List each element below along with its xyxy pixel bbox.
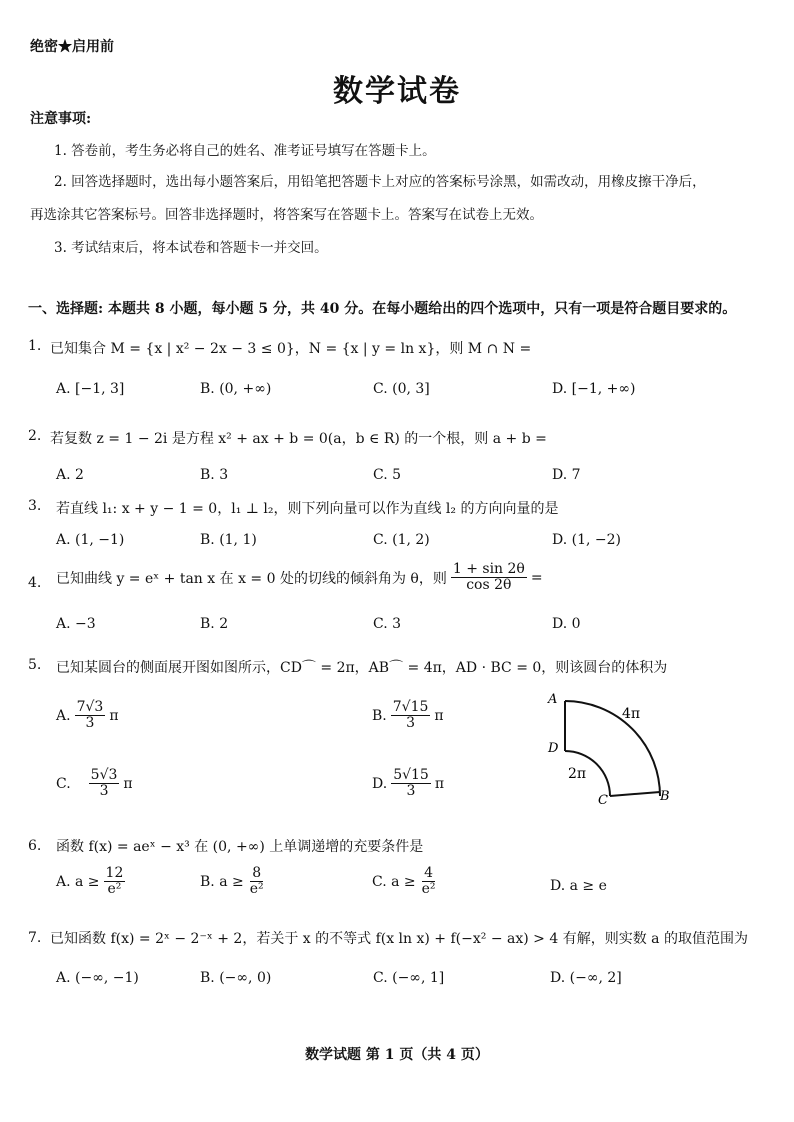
fraction-numerator: 7√3 — [76, 699, 104, 715]
question-1-option-c: C. (0, 3] — [373, 381, 430, 397]
fraction-denominator: e² — [107, 881, 122, 898]
option-suffix: π — [434, 775, 445, 792]
outer-arc-label: 4π — [622, 706, 641, 722]
question-4-equals: = — [530, 569, 543, 586]
option-label: A. — [56, 707, 71, 724]
question-2-number: 2. — [28, 428, 42, 444]
question-2-option-c: C. 5 — [373, 467, 402, 483]
option-label: B. a ≥ — [200, 873, 244, 890]
point-d-label: D — [548, 741, 559, 756]
fraction-denominator: 3 — [406, 783, 416, 800]
question-4-text: 已知曲线 y = eˣ + tan x 在 x = 0 处的切线的倾斜角为 θ，则 — [56, 570, 447, 587]
question-1-option-b: B. (0, +∞) — [200, 381, 272, 397]
fraction-denominator: 3 — [406, 715, 416, 732]
question-2-text: 若复数 z = 1 − 2i 是方程 x² + ax + b = 0(a，b ∈ R) 的一个根，则 a + b = — [50, 431, 547, 447]
fraction-denominator: e² — [421, 881, 436, 898]
question-5-option-a — [56, 700, 119, 732]
point-b-label: B — [660, 789, 670, 804]
question-2-option-a: A. 2 — [56, 467, 84, 483]
question-6-option-a — [56, 866, 125, 898]
fraction-numerator: 12 — [105, 865, 124, 881]
question-3-text: 若直线 l₁: x + y − 1 = 0，l₁ ⊥ l₂，则下列向量可以作为直线 l₂ 的方向向量的是 — [56, 501, 559, 517]
question-5-option-c — [56, 768, 133, 800]
question-4-fraction-numerator: 1 + sin 2θ — [452, 561, 525, 577]
question-1-option-d: D. [−1, +∞) — [552, 381, 636, 397]
option-label: A. a ≥ — [56, 873, 100, 890]
notice-item-2-line-2: 再选涂其它答案标号。回答非选择题时，将答案写在答题卡上。答案写在试卷上无效。 — [30, 207, 543, 223]
question-7-option-a: A. (−∞, −1) — [56, 970, 139, 986]
page-footer: 数学试题 第 1 页（共 4 页） — [305, 1047, 489, 1063]
section-1-heading: 一、选择题: 本题共 8 小题，每小题 5 分，共 40 分。在每小题给出的四个选项中，只有一项是符合题目要求的。 — [28, 301, 737, 317]
point-c-label: C — [598, 793, 608, 806]
fraction-numerator: 4 — [424, 865, 434, 881]
question-6-number: 6. — [28, 838, 42, 854]
question-6-option-d: D. a ≥ e — [550, 878, 607, 894]
question-4-option-d: D. 0 — [552, 616, 581, 632]
option-label: B. — [372, 707, 387, 724]
notice-item-3: 3. 考试结束后，将本试卷和答题卡一并交回。 — [54, 240, 328, 256]
fraction-denominator: e² — [249, 881, 264, 898]
option-fraction — [89, 768, 120, 800]
question-3-option-d: D. (1, −2) — [552, 532, 621, 548]
option-label: C. a ≥ — [372, 873, 416, 890]
option-fraction — [420, 866, 438, 898]
frustum-development-figure — [540, 688, 680, 806]
question-7-option-c: C. (−∞, 1] — [373, 970, 445, 986]
segment-cb — [610, 792, 660, 796]
question-4-option-a: A. −3 — [56, 616, 96, 632]
question-1-option-a: A. [−1, 3] — [56, 381, 125, 397]
fraction-denominator: 3 — [99, 783, 109, 800]
fraction-numerator: 5√15 — [393, 767, 429, 783]
option-fraction — [75, 700, 106, 732]
question-4-fraction-denominator: cos 2θ — [466, 577, 512, 594]
question-6-option-b — [200, 866, 266, 898]
top-secret-label: 绝密★启用前 — [30, 39, 114, 55]
option-fraction — [391, 700, 431, 732]
question-5-option-b — [372, 700, 444, 732]
fraction-numerator: 5√3 — [90, 767, 118, 783]
notice-heading: 注意事项: — [30, 111, 92, 127]
question-5-option-d — [372, 768, 444, 800]
option-label: C. — [56, 775, 71, 792]
notice-item-2-line-1: 2. 回答选择题时，选出每小题答案后，用铅笔把答题卡上对应的答案标号涂黑，如需改动，用橡皮擦干净后， — [54, 174, 706, 190]
option-suffix: π — [434, 707, 444, 724]
fraction-denominator: 3 — [85, 715, 95, 732]
page-title: 数学试卷 — [333, 74, 461, 109]
question-4-number: 4. — [28, 575, 42, 591]
point-a-label: A — [548, 692, 558, 707]
option-suffix: π — [109, 707, 119, 724]
question-4-fraction — [451, 562, 527, 594]
question-1-text: 已知集合 M = {x | x² − 2x − 3 ≤ 0}，N = {x | y = ln x}，则 M ∩ N = — [50, 341, 532, 357]
option-suffix: π — [123, 775, 133, 792]
question-7-option-b: B. (−∞, 0) — [200, 970, 272, 986]
fraction-numerator: 7√15 — [392, 699, 429, 715]
question-4-option-c: C. 3 — [373, 616, 402, 632]
question-3-number: 3. — [28, 498, 42, 514]
question-6-option-c — [372, 866, 438, 898]
question-1-number: 1. — [28, 338, 42, 354]
question-2-option-b: B. 3 — [200, 467, 229, 483]
fraction-numerator: 8 — [252, 865, 262, 881]
question-3-option-a: A. (1, −1) — [56, 532, 125, 548]
inner-arc-label: 2π — [568, 766, 587, 782]
notice-item-1: 1. 答卷前，考生务必将自己的姓名、准考证号填写在答题卡上。 — [54, 143, 436, 159]
question-7-option-d: D. (−∞, 2] — [550, 970, 622, 986]
option-label: D. — [372, 775, 388, 792]
question-3-option-c: C. (1, 2) — [373, 532, 430, 548]
option-fraction — [248, 866, 266, 898]
question-6-text: 函数 f(x) = aeˣ − x³ 在 (0, +∞) 上单调递增的充要条件是 — [56, 839, 424, 855]
question-5-text: 已知某圆台的侧面展开图如图所示，CD⌒ = 2π，AB⌒ = 4π，AD · BC = 0，则该圆台的体积为 — [56, 660, 668, 676]
question-5-number: 5. — [28, 657, 42, 673]
question-7-number: 7. — [28, 930, 42, 946]
option-fraction — [391, 768, 431, 800]
question-3-option-b: B. (1, 1) — [200, 532, 257, 548]
question-4-option-b: B. 2 — [200, 616, 229, 632]
option-fraction — [104, 866, 126, 898]
question-2-option-d: D. 7 — [552, 467, 581, 483]
question-4-stem — [56, 562, 543, 594]
question-7-text: 已知函数 f(x) = 2ˣ − 2⁻ˣ + 2，若关于 x 的不等式 f(x ln x) + f(−x² − ax) > 4 有解，则实数 a 的取值范围为 — [50, 931, 748, 947]
